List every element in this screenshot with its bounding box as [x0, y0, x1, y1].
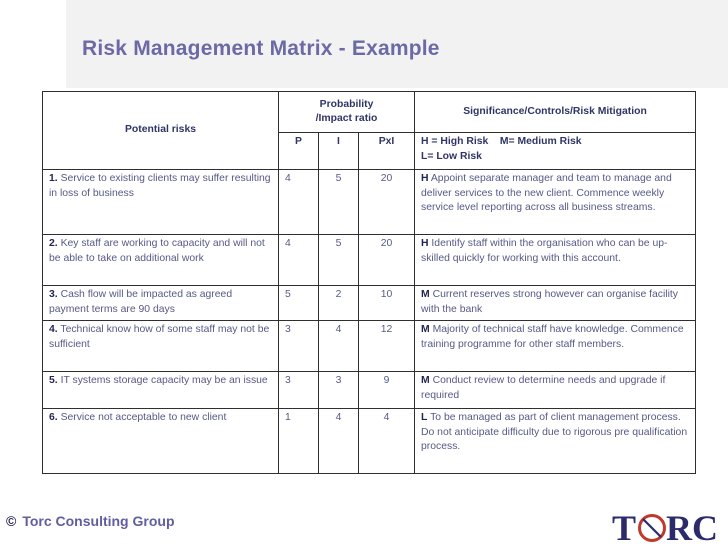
mitigation-cell	[415, 286, 696, 321]
risk-cell	[43, 409, 279, 474]
table-row	[43, 235, 696, 286]
probability-cell: 3	[279, 372, 319, 409]
impact-cell: 5	[319, 170, 359, 235]
risk-level: M	[421, 324, 430, 335]
pxi-cell: 9	[359, 372, 415, 409]
company-name: Torc Consulting Group	[22, 513, 175, 529]
table-row	[43, 372, 696, 409]
risk-cell	[43, 235, 279, 286]
risk-legend-line-2: L= Low Risk	[421, 150, 482, 162]
footer-copyright	[6, 513, 175, 529]
risk-level: L	[421, 412, 428, 423]
probability-cell: 5	[279, 286, 319, 321]
mitigation-text: Majority of technical staff have knowledge. Commence training programme for other staff members.	[421, 324, 684, 350]
header-probability-impact	[279, 92, 415, 133]
risk-number: 5.	[49, 375, 58, 386]
risk-cell	[43, 170, 279, 235]
probability-cell: 4	[279, 170, 319, 235]
pxi-cell: 12	[359, 321, 415, 372]
risk-description: Service to existing clients may suffer resulting in loss of business	[49, 173, 271, 199]
impact-cell: 4	[319, 409, 359, 474]
risk-description: Cash flow will be impacted as agreed payment terms are 90 days	[49, 289, 233, 315]
torc-logo	[610, 506, 726, 546]
header-probability-label: Probability	[319, 98, 374, 110]
impact-cell: 3	[319, 372, 359, 409]
svg-text:RC: RC	[666, 508, 718, 546]
copyright-symbol: ©	[6, 513, 17, 529]
risk-number: 1.	[49, 173, 58, 184]
mitigation-cell	[415, 372, 696, 409]
header-potential-risks-label: Potential risks	[124, 124, 197, 136]
mitigation-cell	[415, 235, 696, 286]
table-row	[43, 409, 696, 474]
pxi-cell: 4	[359, 409, 415, 474]
probability-cell: 3	[279, 321, 319, 372]
pxi-cell: 20	[359, 235, 415, 286]
risk-matrix-table	[42, 91, 696, 474]
header-impact-ratio-label: /Impact ratio	[315, 113, 378, 124]
risk-number: 3.	[49, 289, 58, 300]
pxi-cell: 20	[359, 170, 415, 235]
mitigation-text: Identify staff within the organisation who can be up-skilled quickly for working with this account.	[421, 238, 668, 264]
risk-legend-line-1: H = High Risk M= Medium Risk	[421, 136, 582, 147]
logo-wordmark	[612, 508, 718, 546]
header-significance	[415, 92, 696, 133]
table-row	[43, 321, 696, 372]
risk-number: 4.	[49, 324, 58, 335]
table-row	[43, 170, 696, 235]
left-margin-band	[0, 0, 66, 88]
risk-number: 6.	[49, 412, 58, 423]
risk-description: Technical know how of some staff may not be sufficient	[49, 324, 270, 350]
svg-text:T: T	[612, 508, 637, 546]
risk-level: M	[421, 289, 430, 300]
risk-level: M	[421, 375, 430, 386]
impact-cell: 4	[319, 321, 359, 372]
mitigation-text: Appoint separate manager and team to manage and deliver services to the new client. Commence weekly service level reporting across all business streams.	[421, 173, 672, 213]
pxi-cell: 10	[359, 286, 415, 321]
header-col-i: I	[319, 133, 359, 170]
probability-cell: 1	[279, 409, 319, 474]
header-risk-legend	[415, 133, 696, 170]
header-row-top	[43, 92, 696, 133]
header-col-p: P	[279, 133, 319, 170]
mitigation-cell	[415, 321, 696, 372]
risk-description: Service not acceptable to new client	[60, 412, 227, 423]
risk-cell	[43, 372, 279, 409]
impact-cell: 5	[319, 235, 359, 286]
risk-description: Key staff are working to capacity and will not be able to take on additional work	[49, 238, 265, 264]
risk-cell	[43, 321, 279, 372]
mitigation-text: Current reserves strong however can organise facility with the bank	[421, 289, 679, 315]
risk-level: H	[421, 173, 429, 184]
header-significance-label: Significance/Controls/Risk Mitigation	[463, 105, 647, 117]
page-title: Risk Management Matrix - Example	[82, 37, 440, 60]
mitigation-cell	[415, 409, 696, 474]
table-row	[43, 286, 696, 321]
probability-cell: 4	[279, 235, 319, 286]
risk-description: IT systems storage capacity may be an issue	[60, 375, 268, 386]
mitigation-text: Conduct review to determine needs and upgrade if required	[421, 375, 666, 401]
impact-cell: 2	[319, 286, 359, 321]
header-col-pxi: PxI	[359, 133, 415, 170]
mitigation-cell	[415, 170, 696, 235]
risk-number: 2.	[49, 238, 58, 249]
risk-level: H	[421, 238, 429, 249]
header-potential-risks	[43, 92, 279, 170]
mitigation-text: To be managed as part of client management process. Do not anticipate difficulty due to rigorous pre qualification process.	[421, 412, 688, 452]
risk-cell	[43, 286, 279, 321]
